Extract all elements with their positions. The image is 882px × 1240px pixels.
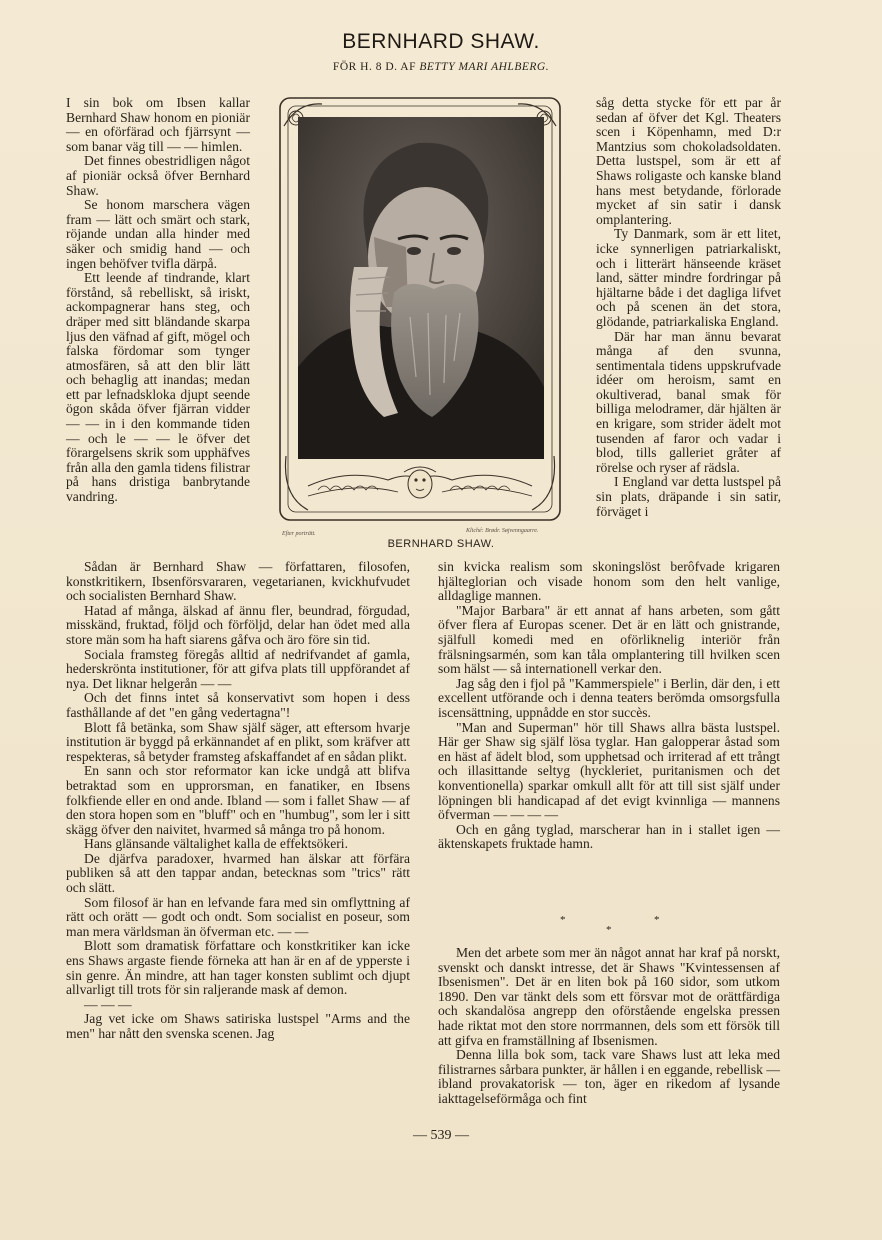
byline-author: BETTY MARI AHLBERG. <box>419 61 550 73</box>
star: * <box>560 914 566 926</box>
portrait-illustration <box>298 117 544 459</box>
paragraph: Och det finns intet så konservativt som hopen i dess fasthållande af det "en gång vedertagna"! <box>66 690 410 720</box>
paragraph: Se honom marschera vägen fram — lätt och smärt och stark, röjande undan alla hinder med säker och smidig hand — och ingen behöfver tvifla därpå. <box>66 197 250 271</box>
column-right-end <box>438 946 780 1107</box>
paragraph: Jag vet icke om Shaws satiriska lustspel "Arms and the men" har nått den svenska scenen. Jag <box>66 1011 410 1041</box>
paragraph: I sin bok om Ibsen kallar Bernhard Shaw honom en pioniär — en oförfärad och fjärrsynt — som banar väg till — — himlen. <box>66 95 250 154</box>
paragraph: Sådan är Bernhard Shaw — författaren, filosofen, konstkritikern, Ibsenförsvararen, vegetarianen, kvickhufvudet och socialisten Bernhard Shaw. <box>66 559 410 604</box>
paragraph: sin kvicka realism som skoningslöst berôfvade krigaren hjälteglorian och visade honom som den helt vanlige, alldaglige mannen. <box>438 559 780 604</box>
article-title: BERNHARD SHAW. <box>342 30 540 53</box>
paragraph: I England var detta lustspel på sin plats, dräpande i sin satir, förväget i <box>596 474 781 519</box>
paragraph: "Man and Superman" hör till Shaws allra bästa lustspel. Här ger Shaw sig själf lösa tyglar. Han galopperar åstad som en häst af ädelt blod, som upphetsad och irriterad af ett trångt och illasittande seltyg (hyckleriet, puritanismen och det konventionella) sparkar omkull allt för att till sist själf under löpningen bli handicapad af det evigt kvinnliga — mannens öfverman — — — — <box>438 719 780 823</box>
paragraph: Det finnes obestridligen något af pioniär också öfver Bernhard Shaw. <box>66 153 250 198</box>
portrait-photo <box>298 117 544 459</box>
byline-prefix: FÖR H. 8 D. AF <box>332 61 416 73</box>
paragraph: såg detta stycke för ett par år sedan af öfver det Kgl. Theaters scen i Köpenhamn, med D:r Mantzius som chokoladsoldaten. Detta lustspel, som är ett af Shaws roligaste och kanske bland hans mest betydande, förlorade mycket af sin satir i dansk omplantering. <box>596 95 781 227</box>
paragraph: Sociala framsteg föregås alltid af nedrifvandet af gamla, hederskrönta institutioner, för att gifva plats till uppförandet af nya. Det liknar helgerån — — <box>66 646 410 691</box>
column-left-bottom <box>66 560 410 1042</box>
paragraph: Ett leende af tindrande, klart förstånd, så rebelliskt, så iriskt, ackompagnerar hans steg, och dräper med sitt bländande skarpa ljus den väfnad af gift, mögel och falska fördomar som tynger atmosfären, så att den blir lätt och behaglig att inandas; medan ett par lefnadskloka djupt seende ögon skåda öfver fjärran vidder — — in i den kommande tiden — och le — — le öfver det förargelsens skrik som upphäfves från alla den gamla tidens filistrar på hans dristiga banbrytande vandring. <box>66 270 250 505</box>
paragraph: Jag såg den i fjol på "Kammerspiele" i Berlin, där den, i ett excellent utförande och i denna teaters berömda omsorgsfulla iscensättning, uppnådde en stor succès. <box>438 675 780 720</box>
paragraph: Denna lilla bok som, tack vare Shaws lust att leka med filistrarnes sårbara punkter, är hållen i en eggande, rebellisk — ibland provakatorisk — ton, äger en rikedom af lysande iakttagelseförmåga och fint <box>438 1047 780 1106</box>
paragraph: Hatad af många, älskad af ännu fler, beundrad, förgudad, misskänd, fruktad, följd och förföljd, delar han ödet med alla store män som ha haft siarens gåfva och äro före sin tid. <box>66 602 410 647</box>
paragraph: Blott som dramatisk författare och konstkritiker kan icke ens Shaws argaste fiende förneka att han är en af de ypperste i sin genre. Än mindre, att han tager konsten sublimt och djupt allvarligt till trots för sin raljerande mask af demon. <box>66 938 410 998</box>
paragraph: Och en gång tyglad, marscherar han in i stallet igen — äktenskapets fruktade hamn. <box>438 821 780 852</box>
paragraph: Hans glänsande vältalighet kalla de effektsökeri. <box>84 836 348 852</box>
paragraph: En sann och stor reformator kan icke undgå att blifva betraktad som en upprorsman, en fanatiker, en Ibsens folkfiende eller en ond ande. Ibland — som i fallet Shaw — af den stora hopen som en "bluff" och en "humbug", som ler i sitt skägg öfver den naivitet, hvarmed så många tro på honom. <box>66 763 410 837</box>
column-right-bottom <box>438 560 780 852</box>
photo-credit-left: Efter porträtt. <box>282 531 316 537</box>
separator-dashes: — — — <box>84 996 132 1012</box>
byline <box>0 61 882 73</box>
figure-caption: BERNHARD SHAW. <box>387 538 495 550</box>
paragraph: Som filosof är han en lefvande fara med sin omflyttning af rätt och orätt — godt och ondt. Som socialist en poseur, som man mera världsman än öfverman etc. — — <box>66 894 410 939</box>
paragraph: Blott få betänka, som Shaw själf säger, att eftersom hvarje institution är byggd på erkännandet af en plikt, som kräfver att respekteras, så betyder framsteg afskaffandet af en sådan plikt. <box>66 719 410 764</box>
column-right-top <box>596 96 781 519</box>
paragraph: "Major Barbara" är ett annat af hans arbeten, som gått öfver flera af Europas scener. Det är en lätt och gnistrande, själfull komedi med en oförliknelig interiör från frälsningsarmén, som kan tåla omplantering till hvilken scen som hälst — så internationell verkar den. <box>438 602 780 677</box>
paragraph: Ty Danmark, som är ett litet, icke synnerligen patriarkaliskt, och i litterärt hänseende kräset land, sätter mindre fordringar på hjältarne både i det dagliga lifvet och på scenen än det stora, glödande, patriarkaliska England. <box>596 226 781 329</box>
paragraph: Där har man ännu bevarat många af den svunna, sentimentala tidens uppskrufvade idéer om heroism, samt en okultiverad, banal smak för billiga melodramer, där hjälten är en krigare, som strider ädelt mot tusenden af faror och vadar i blod, tills galleriet gråter af rörelse och ryser af rädsla. <box>596 328 781 475</box>
photo-credit-right: Kliché: Brødr. Søjvenngaarre. <box>466 528 539 534</box>
page-number: — 539 — <box>413 1128 469 1143</box>
star: * <box>654 914 660 926</box>
paragraph: De djärfva paradoxer, hvarmed han älskar att förfära publiken så att den tappar andan, betecknas som "trics" rätt och slätt. <box>66 850 410 896</box>
column-left-top <box>66 96 250 505</box>
star: * <box>606 924 612 936</box>
paragraph: Men det arbete som mer än något annat har kraf på norskt, svenskt och danskt intresse, det är Shaws "Kvintessensen af Ibsenismen". Det är en liten bok på 160 sidor, som utkom 1890. Den var tänkt dels som ett försvar mot de orättfärdiga och skandalösa angrepp den oförstående engelska pressen hade riktat mot den store norrmannen, dels som ett försök till att gifva en framställning af Ibsenismen. <box>438 945 780 1048</box>
